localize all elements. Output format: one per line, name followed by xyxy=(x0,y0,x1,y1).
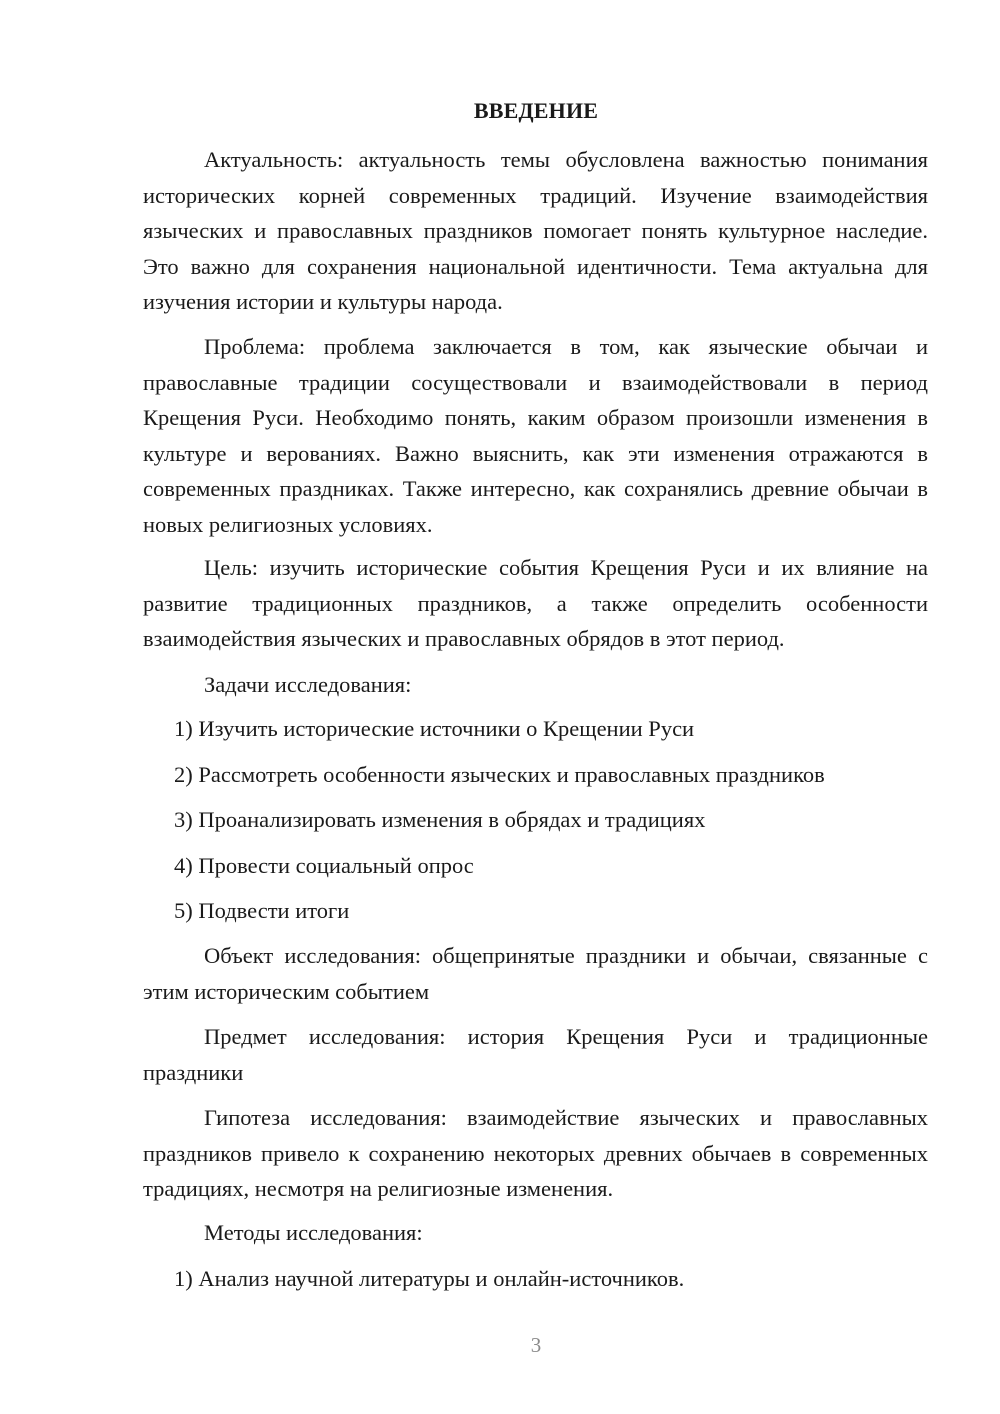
methods-heading: Методы исследования: xyxy=(204,1220,423,1245)
task-item: 2) Рассмотреть особенности языческих и православных праздников xyxy=(174,762,825,787)
task-item: 1) Изучить исторические источники о Крещении Руси xyxy=(174,716,695,741)
relevance-paragraph: Актуальность: актуальность темы обусловлена важностью понимания исторических корней современных традиций. Изучение взаимодействия языческих и православных праздников помогает понять культурное наследие. Это важно для сохранения национальной идентичности. Тема актуальна для изучения истории и культуры народа. xyxy=(143,147,928,314)
object-paragraph: Объект исследования: общепринятые праздники и обычаи, связанные с этим историческим событием xyxy=(143,943,928,1004)
goal-paragraph-block xyxy=(143,550,928,657)
subject-paragraph-block xyxy=(143,1019,928,1090)
hypothesis-paragraph: Гипотеза исследования: взаимодействие языческих и православных праздников привело к сохранению некоторых древних обычаев в современных традициях, несмотря на религиозные изменения. xyxy=(143,1105,928,1201)
problem-paragraph: Проблема: проблема заключается в том, как языческие обычаи и православные традиции сосуществовали и взаимодействовали в период Крещения Руси. Необходимо понять, каким образом произошли изменения в культуре и верованиях. Важно выяснить, как эти изменения отражаются в современных праздниках. Также интересно, как сохранялись древние обычаи в новых религиозных условиях. xyxy=(143,334,928,537)
task-item: 3) Проанализировать изменения в обрядах и традициях xyxy=(174,807,706,832)
goal-paragraph: Цель: изучить исторические события Крещения Руси и их влияние на развитие традиционных праздников, а также определить особенности взаимодействия языческих и православных обрядов в этот период. xyxy=(143,555,928,651)
task-item: 4) Провести социальный опрос xyxy=(174,853,474,878)
section-heading: ВВЕДЕНИЕ xyxy=(473,98,599,123)
tasks-heading: Задачи исследования: xyxy=(204,672,412,697)
hypothesis-paragraph-block xyxy=(143,1100,928,1207)
relevance-paragraph-block xyxy=(143,142,928,320)
problem-paragraph-block xyxy=(143,329,928,542)
task-item: 5) Подвести итоги xyxy=(174,898,350,923)
page-number: 3 xyxy=(530,1333,542,1357)
subject-paragraph: Предмет исследования: история Крещения Руси и традиционные праздники xyxy=(143,1024,928,1085)
tasks-heading-block xyxy=(143,667,928,703)
methods-heading-block xyxy=(143,1215,928,1251)
object-paragraph-block xyxy=(143,938,928,1009)
method-item: 1) Анализ научной литературы и онлайн-источников. xyxy=(174,1266,685,1291)
